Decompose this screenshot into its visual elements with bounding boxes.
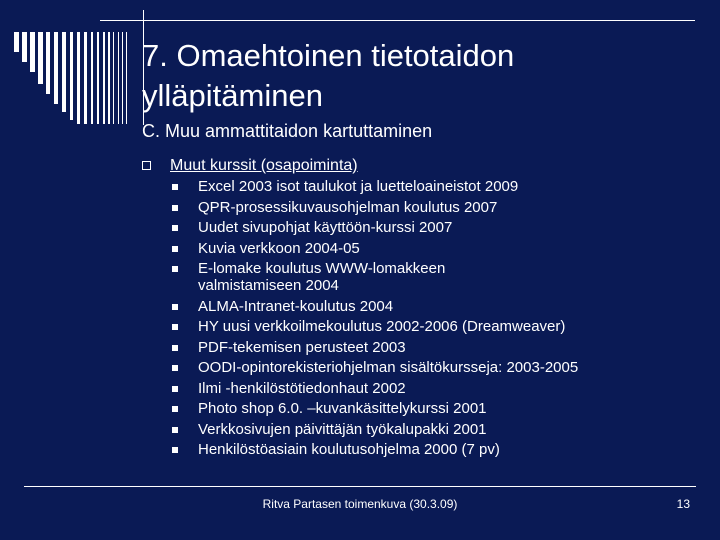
decorative-stripes (14, 32, 134, 124)
list-item-text: Kuvia verkkoon 2004-05 (198, 239, 360, 257)
square-bullet-icon (172, 184, 178, 190)
list-item-text: Henkilöstöasiain koulutusohjelma 2000 (7 pv) (198, 441, 500, 458)
section-heading: Muut kurssit (osapoiminta) (170, 157, 358, 174)
course-section (142, 156, 702, 462)
list-item (142, 318, 702, 335)
list-item (142, 298, 702, 315)
square-bullet-icon (172, 225, 178, 231)
list-item (142, 421, 702, 438)
list-item (142, 441, 702, 458)
list-item (142, 339, 702, 356)
list-item (142, 178, 702, 195)
square-bullet-icon (172, 386, 178, 392)
square-bullet-icon (172, 324, 178, 330)
page-number: 13 (676, 497, 690, 511)
list-item-text: Photo shop 6.0. –kuvankäsittelykurssi 2001 (198, 400, 487, 417)
list-item (142, 219, 702, 236)
list-item-text: ALMA-Intranet-koulutus 2004 (198, 297, 394, 315)
footer-rule (24, 486, 696, 487)
list-item-text: E-lomake koulutus WWW-lomakkeen valmistamiseen 2004 (198, 260, 446, 294)
list-item (142, 260, 702, 294)
square-bullet-icon (172, 246, 178, 252)
list-item-text: Ilmi -henkilöstötiedonhaut 2002 (198, 379, 406, 397)
slide-subtitle: C. Muu ammattitaidon kartuttaminen (142, 121, 433, 141)
slide-title: 7. Omaehtoinen tietotaidon ylläpitäminen (142, 38, 515, 113)
list-item-text: QPR-prosessikuvausohjelman koulutus 2007 (198, 198, 498, 216)
hollow-square-bullet-icon (142, 161, 151, 170)
course-list (142, 178, 702, 458)
list-item-text: PDF-tekemisen perusteet 2003 (198, 338, 406, 356)
square-bullet-icon (172, 205, 178, 211)
footer-text: Ritva Partasen toimenkuva (30.3.09) (262, 497, 458, 511)
section-heading-row (142, 156, 702, 178)
top-rule (100, 20, 695, 21)
list-item (142, 400, 702, 417)
list-item-text: Excel 2003 isot taulukot ja luetteloaineistot 2009 (198, 178, 519, 195)
list-item (142, 240, 702, 257)
square-bullet-icon (172, 406, 178, 412)
list-item (142, 380, 702, 397)
square-bullet-icon (172, 345, 178, 351)
square-bullet-icon (172, 447, 178, 453)
list-item (142, 199, 702, 216)
list-item-text: Uudet sivupohjat käyttöön-kurssi 2007 (198, 219, 453, 236)
square-bullet-icon (172, 365, 178, 371)
list-item-text: HY uusi verkkoilmekoulutus 2002-2006 (Dreamweaver) (198, 318, 566, 335)
square-bullet-icon (172, 304, 178, 310)
square-bullet-icon (172, 266, 178, 272)
square-bullet-icon (172, 427, 178, 433)
list-item (142, 359, 702, 376)
list-item-text: Verkkosivujen päivittäjän työkalupakki 2001 (198, 420, 487, 438)
list-item-text: OODI-opintorekisteriohjelman sisältökursseja: 2003-2005 (198, 359, 579, 376)
